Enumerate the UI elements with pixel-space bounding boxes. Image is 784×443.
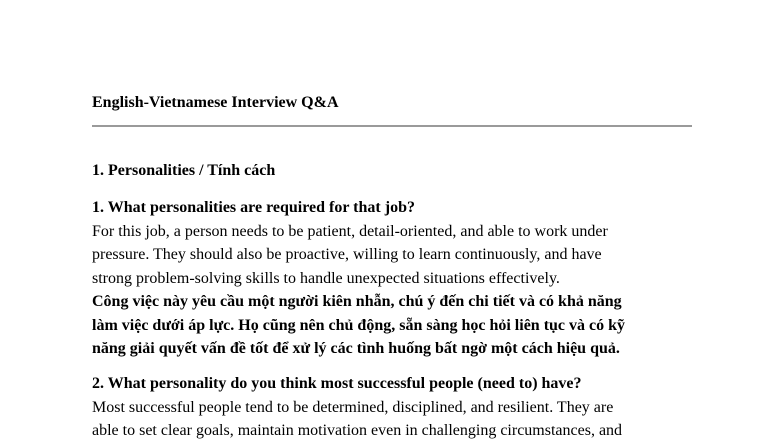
document-page — [92, 0, 692, 441]
answer-1-english-line: strong problem-solving skills to handle unexpected situations effectively. — [92, 269, 560, 287]
answer-1-vietnamese-line: Công việc này yêu cầu một người kiên nhẫn, chú ý đến chi tiết và có khả năng — [92, 293, 622, 310]
answer-1-english-line: For this job, a person needs to be patient, detail-oriented, and able to work under — [92, 222, 608, 240]
answer-1-vietnamese — [92, 290, 692, 361]
answer-1-english — [92, 220, 692, 291]
title-divider — [92, 125, 692, 127]
answer-2-english-line: able to set clear goals, maintain motivation even in challenging circumstances, and — [92, 422, 623, 439]
qa-block-2 — [92, 372, 692, 443]
answer-1-english-line: pressure. They should also be proactive, willing to learn continuously, and have — [92, 246, 602, 263]
question-1: 1. What personalities are required for that job? — [92, 199, 415, 216]
section-heading: 1. Personalities / Tính cách — [92, 162, 276, 179]
answer-2-english-line: Most successful people tend to be determined, disciplined, and resilient. They are — [92, 398, 614, 416]
answer-1-vietnamese-line: làm việc dưới áp lực. Họ cũng nên chủ động, sẵn sàng học hỏi liên tục và có kỹ — [92, 316, 626, 334]
qa-block-1 — [92, 196, 692, 361]
document-title: English-Vietnamese Interview Q&A — [92, 94, 339, 111]
answer-1-vietnamese-line: năng giải quyết vấn đề tốt để xử lý các tình huống bất ngờ một cách hiệu quả. — [92, 340, 620, 357]
answer-2-english — [92, 396, 692, 443]
question-2: 2. What personality do you think most successful people (need to) have? — [92, 375, 582, 392]
